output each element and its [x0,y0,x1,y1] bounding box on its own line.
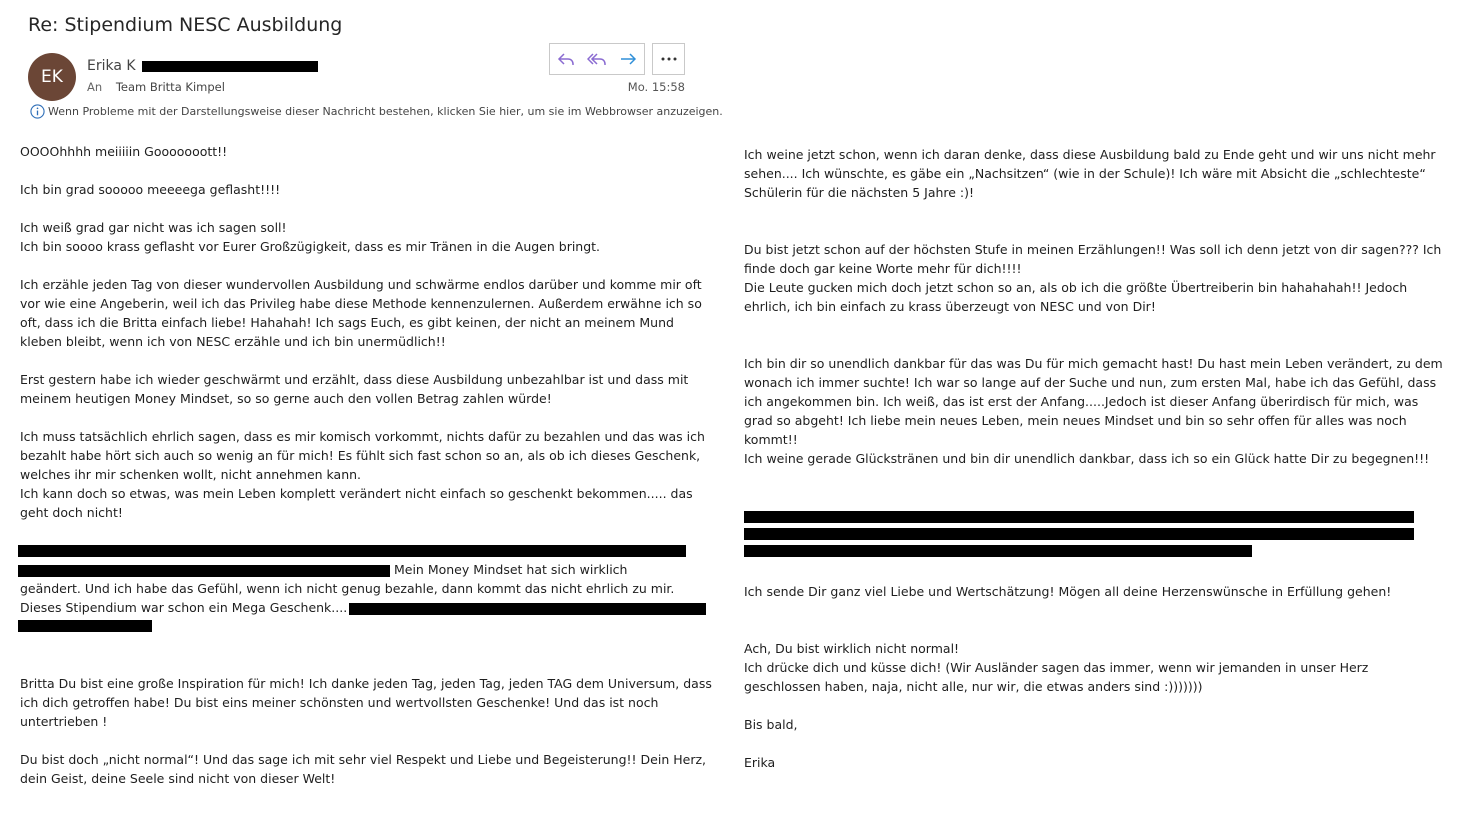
body-line: welches ihr mir schenken wollt, nicht annehmen kann. [20,467,362,482]
body-line: geändert. Und ich habe das Gefühl, wenn ich nicht genug bezahle, dann kommt das nicht ehrlich zu mir. [20,581,675,596]
body-line: OOOOhhhh meiiiiin Gooooooott!! [20,144,228,159]
info-bar[interactable] [30,104,723,119]
body-line [20,560,690,579]
body-line: ich dich getroffen habe! Du bist eins meiner schönsten und wertvollsten Geschenke! Und das ist noch [20,695,659,710]
body-line: Ich kann doch so etwas, was mein Leben komplett verändert nicht einfach so geschenkt bekommen..... das [20,486,693,501]
body-line: Britta Du bist eine große Inspiration für mich! Ich danke jeden Tag, jeden Tag, jeden TAG dem Universum, dass [20,676,712,691]
body-line: vor wie eine Angeberin, weil ich das Privileg habe diese Methode kennenzulernen. Außerdem erwähne ich so [20,296,702,311]
email-subject: Re: Stipendium NESC Ausbildung [28,14,343,36]
redacted-text [18,565,390,577]
received-time: Mo. 15:58 [627,80,685,94]
body-line-text: Mein Money Mindset hat sich wirklich [393,562,628,577]
body-line: Ich weine jetzt schon, wenn ich daran denke, dass diese Ausbildung bald zu Ende geht und wir uns nicht mehr [744,147,1436,162]
body-line: Du bist doch „nicht normal“! Und das sage ich mit sehr viel Respekt und Liebe und Begeisterung!! Dein Herz, [20,752,706,767]
body-line: geht doch nicht! [20,505,123,520]
to-label: An [87,80,103,94]
body-line: kleben bleibt, wenn ich von NESC erzähle und ich bin unermüdlich!! [20,334,446,349]
redacted-line [20,541,690,560]
body-line: Ich muss tatsächlich ehrlich sagen, dass es mir komisch vorkommt, nichts dafür zu bezahlen und das was ich [20,429,705,444]
info-icon [30,104,45,119]
body-line: bezahlt habe hört sich auch so wenig an für mich! Es fühlt sich fast schon so an, als ob ich dieses Geschenk, [20,448,701,463]
sender-avatar [28,53,76,101]
redacted-email-address [142,61,318,72]
body-line: Ich weine gerade Glückstränen und bin dir unendlich dankbar, dass ich so ein Glück hatte Dir zu begegnen!!! [744,451,1430,466]
reply-icon [557,51,575,67]
sender-name[interactable]: Erika K [87,58,136,74]
info-text: Wenn Probleme mit der Darstellungsweise dieser Nachricht bestehen, klicken Sie hier, um sie im Webbrowser anzuzeigen. [48,105,723,118]
reply-all-button[interactable] [581,44,612,74]
body-line: wonach ich immer suchte! Ich war so lange auf der Suche und nun, zum ersten Mal, habe ich das Gefühl, dass [744,375,1437,390]
reply-actions-group [549,43,645,75]
body-line-text: Dieses Stipendium war schon ein Mega Geschenk.... [20,600,348,615]
body-line: Erst gestern habe ich wieder geschwärmt und erzählt, dass diese Ausbildung unbezahlbar ist und dass mit [20,372,689,387]
body-line: finde doch gar keine Worte mehr für dich!!!! [744,261,1022,276]
redacted-line [744,544,1424,563]
redacted-line [744,506,1424,525]
body-line: Du bist jetzt schon auf der höchsten Stufe in meinen Erzählungen!! Was soll ich denn jetzt von dir sagen??? Ich [744,242,1442,257]
body-line: Erika [744,755,776,770]
avatar-initials: EK [41,67,63,87]
redacted-text [349,603,706,615]
body-line: Ich bin dir so unendlich dankbar für das was Du für mich gemacht hast! Du hast mein Leben verändert, zu dem [744,356,1443,371]
body-line: Ich bin soooo krass geflasht vor Eurer Großzügigkeit, dass es mir Tränen in die Augen bringt. [20,239,601,254]
redacted-line [20,617,690,636]
body-line: ich angekommen bin. Ich weiß, das ist erst der Anfang.....Jedoch ist dieser Anfang überirdisch für mich, was [744,394,1419,409]
body-line: sehen.... Ich wünschte, es gäbe ein „Nachsitzen“ (wie in der Schule)! Ich wäre mit Absicht die „schlechteste“ [744,166,1426,181]
more-actions-button[interactable] [652,43,685,75]
email-body-right [744,145,1443,772]
body-line: Ich drücke dich und küsse dich! (Wir Ausländer sagen das immer, wenn wir jemanden in unser Herz [744,660,1369,675]
body-line: geschlossen haben, naja, nicht alle, nur wir, die etwas anders sind :))))))) [744,679,1203,694]
body-line: Ich weiß grad gar nicht was ich sagen soll! [20,220,287,235]
body-line: kommt!! [744,432,798,447]
recipient-line [87,80,225,94]
reply-all-icon [587,51,607,67]
body-line: Ich bin grad sooooo meeeega geflasht!!!! [20,182,281,197]
forward-button[interactable] [613,44,644,74]
email-body-left [20,142,712,788]
reply-button[interactable] [550,44,581,74]
body-line: oft, dass ich die Britta einfach liebe! Hahahah! Ich sags Euch, es gibt keinen, der nicht an meinem Mund [20,315,674,330]
body-line: Schülerin für die nächsten 5 Jahre :)! [744,185,975,200]
body-line: untertrieben ! [20,714,108,729]
body-line: meinem heutigen Money Mindset, so so gerne auch den vollen Betrag zahlen würde! [20,391,552,406]
body-line [20,598,690,617]
sender-line [87,58,318,74]
body-line: Ich erzähle jeden Tag von dieser wundervollen Ausbildung und schwärme endlos darüber und komme mir oft [20,277,702,292]
body-line: grad so abgeht! Ich liebe mein neues Leben, mein neues Mindset und bin so sehr offen für alles was noch [744,413,1407,428]
body-line: Ich sende Dir ganz viel Liebe und Wertschätzung! Mögen all deine Herzenswünsche in Erfüllung gehen! [744,584,1392,599]
more-icon [661,57,677,61]
body-line: ehrlich, ich bin einfach zu krass überzeugt von NESC und von Dir! [744,299,1156,314]
body-line: dein Geist, deine Seele sind nicht von dieser Welt! [20,771,336,786]
forward-icon [619,51,637,67]
body-line: Ach, Du bist wirklich nicht normal! [744,641,960,656]
recipient-name[interactable]: Team Britta Kimpel [115,80,225,94]
body-line: Bis bald, [744,717,798,732]
body-line: Die Leute gucken mich doch jetzt schon so an, als ob ich die größte Übertreiberin bin hahahahah!! Jedoch [744,280,1408,295]
redacted-line [744,525,1424,544]
